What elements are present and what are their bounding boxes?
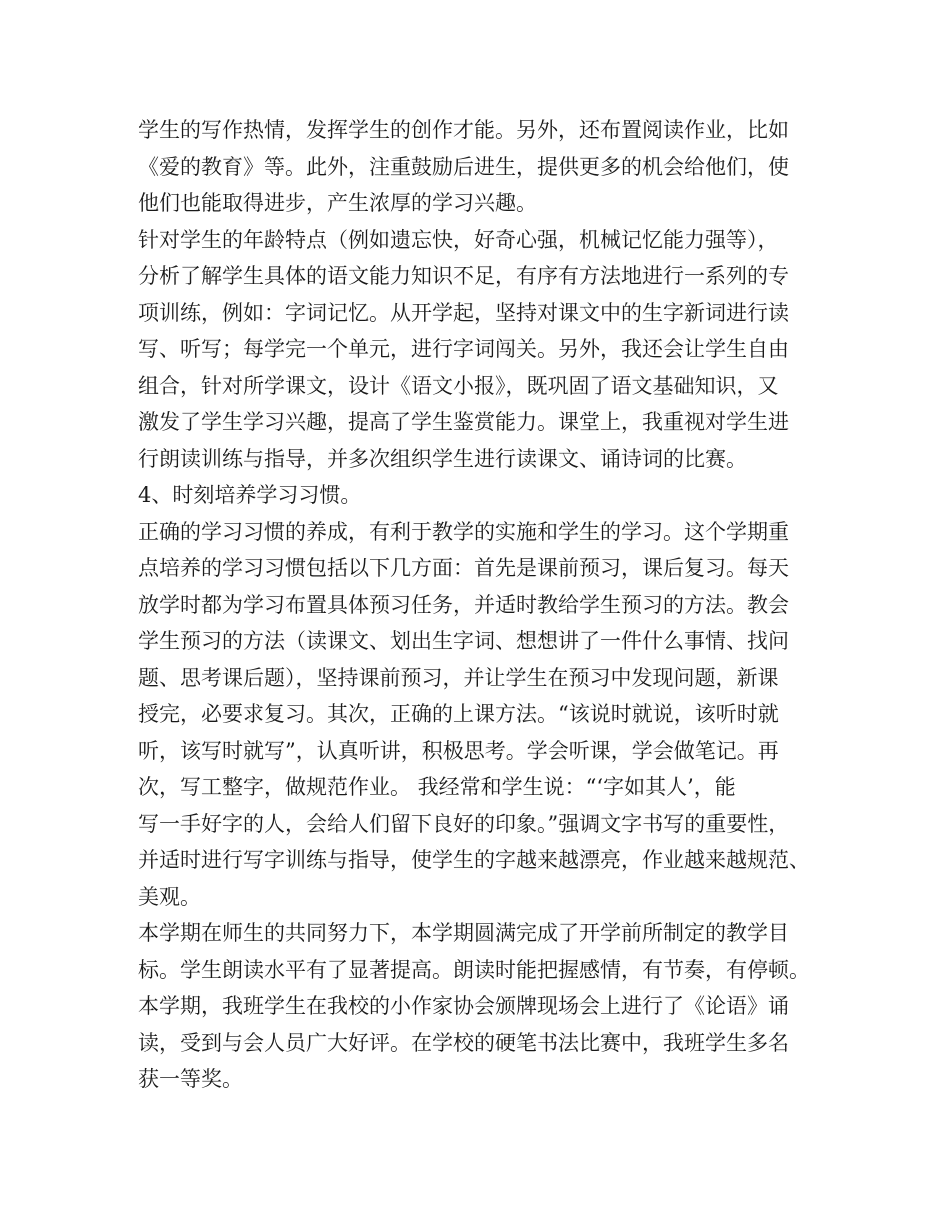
text-line: 行朗读训练与指导，并多次组织学生进行读课文、诵诗词的比赛。 (138, 446, 747, 471)
text-line: 本学期，我班学生在我校的小作家协会颁牌现场会上进行了《论语》诵 (138, 994, 789, 1018)
text-line: 《爱的教育》等。此外，注重鼓励后进生，提供更多的机会给他们，使 (138, 154, 789, 179)
text-line: 读，受到与会人员广大好评。在学校的硬笔书法比赛中，我班学生多名 (138, 1030, 789, 1055)
text-line: 分析了解学生具体的语文能力知识不足，有序有方法地进行一系列的专 (138, 264, 789, 288)
section-heading: 4、时刻培养学习习惯。 (138, 483, 362, 507)
text-line: 放学时都为学习布置具体预习任务，并适时教给学生预习的方法。教会 (138, 592, 789, 617)
text-line: 针对学生的年龄特点（例如遗忘快，好奇心强，机械记忆能力强等）， (138, 227, 779, 252)
text-line: 美观。 (138, 884, 201, 909)
text-line: 题、思考课后题），坚持课前预习，并让学生在预习中发现问题，新课 (138, 665, 779, 690)
text-line: 正确的学习习惯的养成，有利于教学的实施和学生的学习。这个学期重 (138, 519, 789, 544)
text-line: 并适时进行写字训练与指导，使学生的字越来越漂亮，作业越来越规范、 (138, 848, 810, 872)
text-line: 写一手好字的人，会给人们留下良好的印象。”强调文字书写的重要性， (138, 811, 790, 836)
text-line: 写、听写；每学完一个单元，进行字词闯关。另外，我还会让学生自由 (138, 337, 789, 361)
text-line: 听，该写时就写”，认真听讲，积极思考。学会听课，学会做笔记。再 (138, 738, 779, 763)
text-line: 学生的写作热情，发挥学生的创作才能。另外，还布置阅读作业，比如 (138, 118, 789, 142)
text-line: 他们也能取得进步，产生浓厚的学习兴趣。 (138, 191, 537, 215)
text-line: 激发了学生学习兴趣，提高了学生鉴赏能力。课堂上，我重视对学生进 (138, 410, 789, 434)
text-line: 标。学生朗读水平有了显著提高。朗读时能把握感情，有节奏，有停顿。 (138, 957, 810, 982)
text-line: 获一等奖。 (138, 1067, 243, 1091)
text-line: 组合，针对所学课文，设计《语文小报》，既巩固了语文基础知识，又 (138, 373, 779, 398)
text-line: 学生预习的方法（读课文、划出生字词、想想讲了一件什么事情、找问 (138, 629, 789, 653)
document-body (138, 112, 828, 1098)
text-line: 本学期在师生的共同努力下，本学期圆满完成了开学前所制定的教学目 (138, 921, 789, 945)
text-line: 授完，必要求复习。其次，正确的上课方法。“该说时就说，该听时就 (138, 702, 779, 726)
text-line: 次，写工整字，做规范作业。 我经常和学生说：“‘字如其人’，能 (138, 775, 736, 799)
text-line: 点培养的学习习惯包括以下几方面：首先是课前预习，课后复习。每天 (138, 556, 789, 580)
text-line: 项训练，例如：字词记忆。从开学起，坚持对课文中的生字新词进行读 (138, 300, 789, 325)
